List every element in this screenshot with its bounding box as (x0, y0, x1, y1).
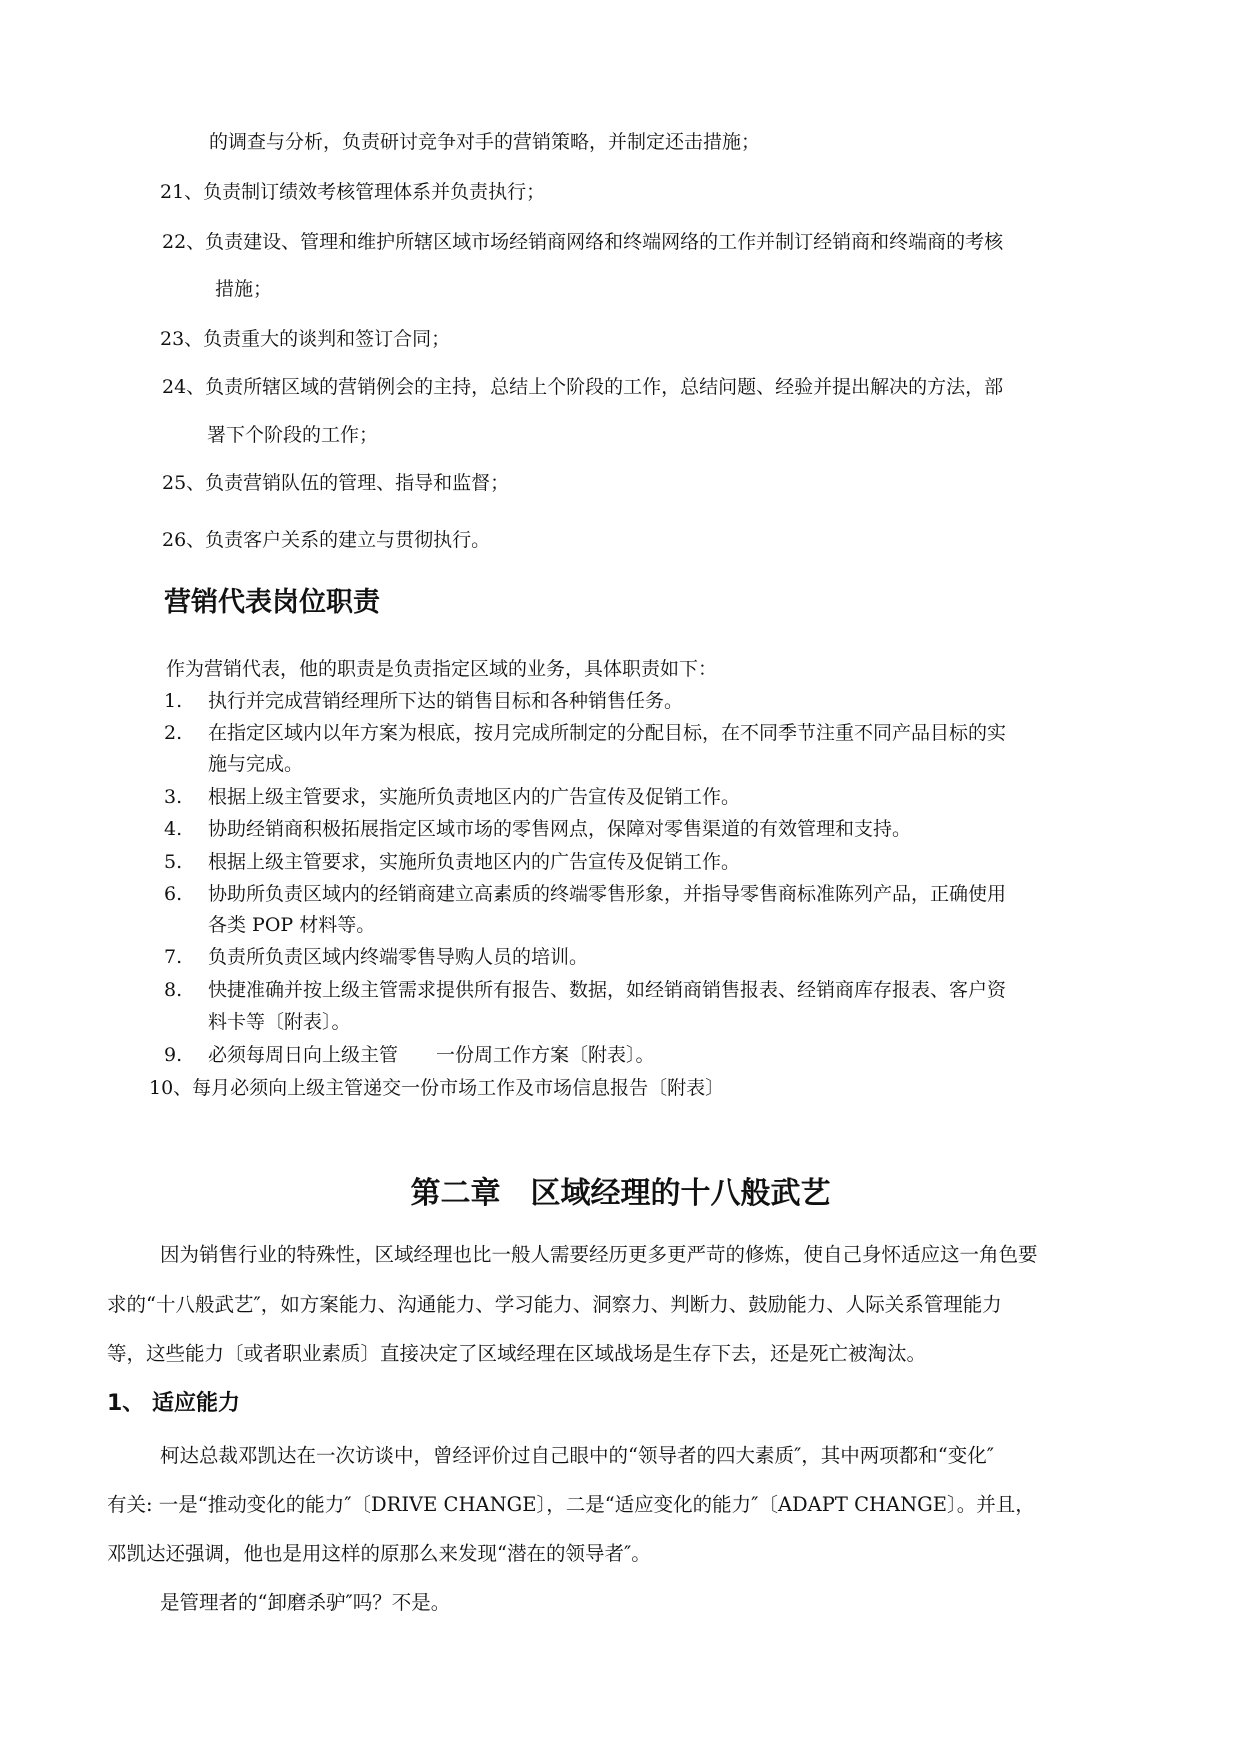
list-item-20-tail: 的调查与分析，负责研讨竞争对手的营销策略，并制定还击措施； (209, 131, 761, 153)
list-item-23: 23、负责重大的谈判和签订合同； (160, 328, 451, 350)
chapter-para1-line3: 等，这些能力〔或者职业素质〕直接决定了区域经理在区域战场是生存下去，还是死亡被淘汰。 (107, 1342, 927, 1365)
list-item: 5. 根据上级主管要求，实施所负责地区内的广告宣传及促销工作。 (164, 851, 741, 873)
list-item: 6. 协助所负责区域内的经销商建立高素质的终端零售形象，并指导零售商标准陈列产品，正确使用 (164, 883, 1007, 905)
list-item-10: 10、每月必须向上级主管递交一份市场工作及市场信息报告〔附表〕 (149, 1077, 725, 1099)
sub-heading-adaptability: 1、 适应能力 (107, 1391, 240, 1416)
chapter-para2-line1: 柯达总裁邓凯达在一次访谈中，曾经评价过自己眼中的“领导者的四大素质″，其中两项都和“变化″ (160, 1444, 995, 1467)
list-item-26: 26、负责客户关系的建立与贯彻执行。 (162, 529, 491, 551)
list-item: 9. 必须每周日向上级主管 一份周工作方案〔附表〕。 (164, 1044, 655, 1066)
list-item-continuation: 料卡等〔附表〕。 (208, 1011, 351, 1033)
list-item-25: 25、负责营销队伍的管理、指导和监督； (162, 472, 510, 494)
list-item-24-line1: 24、负责所辖区域的营销例会的主持，总结上个阶段的工作，总结问题、经验并提出解决的方法，部 (162, 376, 1004, 398)
list-item: 2. 在指定区域内以年方案为根底，按月完成所制定的分配目标，在不同季节注重不同产品目标的实 (164, 722, 1007, 744)
list-item-22-line1: 22、负责建设、管理和维护所辖区域市场经销商网络和终端网络的工作并制订经销商和终端商的考核 (162, 231, 1004, 253)
chapter-para3: 是管理者的“卸磨杀驴″吗？不是。 (160, 1591, 451, 1614)
list-item-continuation: 各类 POP 材料等。 (208, 914, 376, 936)
section-heading-rep: 营销代表岗位职责 (164, 587, 380, 618)
list-item: 7. 负责所负责区域内终端零售导购人员的培训。 (164, 946, 589, 968)
chapter-title: 第二章 区域经理的十八般武艺 (410, 1176, 831, 1211)
list-item-continuation: 施与完成。 (208, 753, 304, 775)
chapter-para2-line3: 邓凯达还强调，他也是用这样的原那么来发现“潜在的领导者″。 (107, 1542, 651, 1565)
chapter-para1-line2: 求的“十八般武艺″，如方案能力、沟通能力、学习能力、洞察力、判断力、鼓励能力、人际关系管理能力 (107, 1293, 1002, 1316)
list-item-21: 21、负责制订绩效考核管理体系并负责执行； (160, 181, 546, 203)
list-item-22-line2: 措施； (215, 278, 273, 300)
list-item: 8. 快捷准确并按上级主管需求提供所有报告、数据，如经销商销售报表、经销商库存报表、客户资 (164, 979, 1007, 1001)
chapter-para1-line1: 因为销售行业的特殊性，区域经理也比一般人需要经历更多更严苛的修炼，使自己身怀适应这一角色要 (160, 1243, 1038, 1266)
list-item: 1. 执行并完成营销经理所下达的销售目标和各种销售任务。 (164, 690, 684, 712)
rep-intro: 作为营销代表，他的职责是负责指定区域的业务，具体职责如下： (166, 658, 718, 680)
list-item: 4. 协助经销商积极拓展指定区域市场的零售网点，保障对零售渠道的有效管理和支持。 (164, 818, 912, 840)
chapter-para2-line2: 有关: 一是“推动变化的能力″〔DRIVE CHANGE〕，二是“适应变化的能力″〔ADAPT CHANGE〕。并且， (107, 1493, 1035, 1516)
list-item: 3. 根据上级主管要求，实施所负责地区内的广告宣传及促销工作。 (164, 786, 741, 808)
list-item-24-line2: 署下个阶段的工作； (207, 424, 379, 446)
